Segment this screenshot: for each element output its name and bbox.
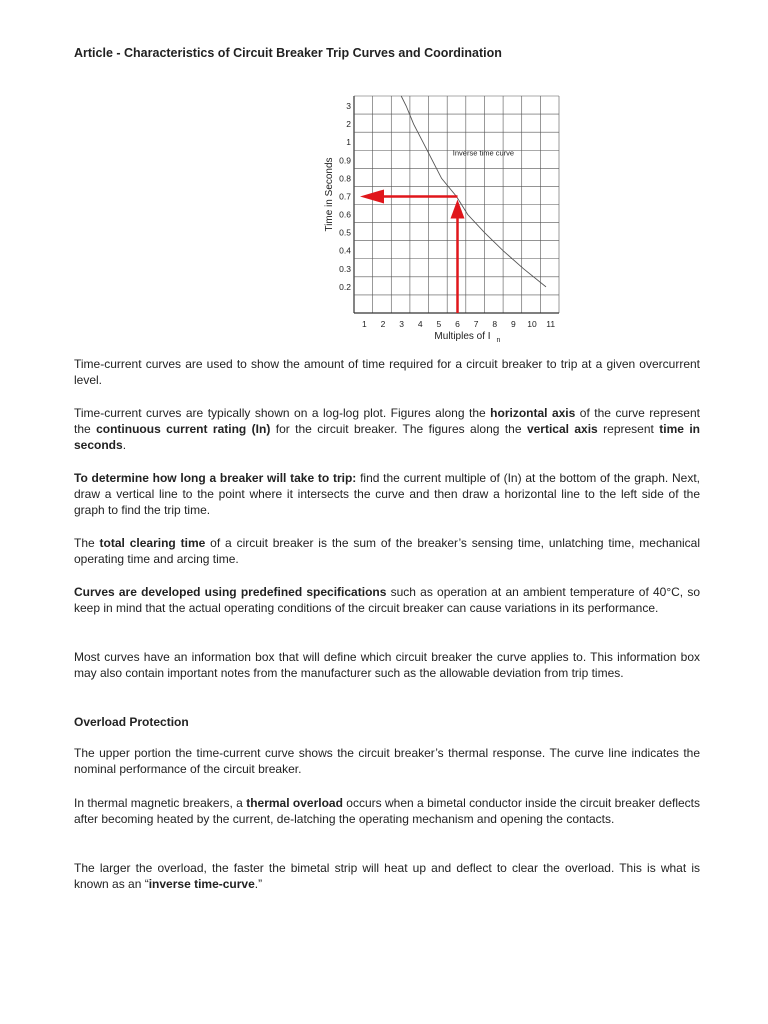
paragraph-clearing-time [74,535,700,567]
bold-text: time in seconds [74,422,701,452]
y-tick-label: 0.4 [339,245,351,256]
text: of the curve represent the [74,406,700,436]
paragraph-information-box [74,649,700,681]
y-tick-label: 2 [346,119,351,130]
bold-text: total clearing time [99,536,206,550]
y-tick-label: 0.7 [339,191,351,202]
text: occurs when a bimetal conductor inside the circuit breaker deflects after becoming heated by the current, de-latching the operating mechanism and opening the contacts. [74,796,701,826]
text: Time-current curves are used to show the amount of time required for a circuit breaker to trip at a given overcurrent level. [74,357,700,387]
y-tick-label: 0.6 [339,209,351,220]
paragraph-thermal-overload [74,795,700,827]
paragraph-log-log [74,405,700,453]
x-tick-label: 3 [399,319,404,329]
text: .” [254,877,263,891]
y-tick-label: 3 [346,101,351,112]
curve-label: Inverse time curve [452,148,515,158]
text: The upper portion the time-current curve shows the circuit breaker’s thermal response. The curve line indicates the nominal performance of the circuit breaker. [74,746,700,776]
y-tick-label: 1 [346,137,351,148]
text: . [122,438,127,452]
section-heading: Overload Protection [74,715,189,729]
x-axis-label-subscript: n [496,337,501,344]
trip-curve-figure [244,88,556,348]
text: The [74,536,100,550]
text: such as operation at an ambient temperature of 40°C, so keep in mind that the actual operating conditions of the circuit breaker can cause variations in its performance. [74,585,700,615]
horizontal-arrow-head [360,189,384,203]
paragraph-determine-trip [74,470,700,518]
y-tick-label: 0.3 [339,263,351,274]
article-title: Article - Characteristics of Circuit Breaker Trip Curves and Coordination [74,46,502,60]
bold-text: Curves are developed using predefined specifications [74,585,387,599]
x-tick-label: 7 [473,319,479,329]
trip-curve-chart [244,88,556,348]
text: of a circuit breaker is the sum of the breaker’s sensing time, unlatching time, mechanical operating time and arcing time. [74,536,700,566]
bold-text: thermal overload [246,796,343,810]
bold-text: vertical axis [526,422,598,436]
y-tick-label: 0.8 [339,173,351,184]
bold-text: inverse time-curve [148,877,255,891]
inverse-time-curve [401,96,546,287]
bold-text: horizontal axis [490,406,576,420]
text: for the circuit breaker. The figures along the [270,422,527,436]
paragraph-inverse-time [74,860,700,892]
y-tick-label: 0.2 [339,281,351,292]
x-tick-label: 6 [455,319,460,329]
paragraph-intro [74,356,700,388]
x-tick-label: 9 [511,319,516,329]
x-tick-label: 4 [417,319,423,329]
y-tick-label: 0.5 [339,227,351,238]
y-axis-label: Time in Seconds [324,157,335,232]
x-tick-label: 1 [361,319,367,329]
x-tick-label: 8 [492,319,498,329]
text: The larger the overload, the faster the bimetal strip will heat up and deflect to clear the overload. This is what is known as an “ [74,861,700,891]
y-tick-label: 0.9 [339,155,351,166]
text: find the current multiple of (In) at the bottom of the graph. Next, draw a vertical line to the point where it intersects the curve and then draw a horizontal line to the left side of the graph to find the trip time. [74,471,700,517]
x-axis-label: Multiples of I [434,331,491,342]
paragraph-specifications [74,584,700,616]
text: Most curves have an information box that will define which circuit breaker the curve applies to. This information box may also contain important notes from the manufacturer such as the allowable deviation from trip times. [74,650,700,680]
vertical-arrow-head [451,199,465,218]
text: represent [597,422,660,436]
paragraph-thermal-response [74,745,700,777]
bold-text: continuous current rating (In) [96,422,271,436]
text: In thermal magnetic breakers, a [74,796,247,810]
x-tick-label: 5 [436,319,442,329]
bold-text: To determine how long a breaker will take to trip: [74,471,357,485]
x-tick-label: 11 [546,319,556,329]
x-tick-label: 10 [527,319,537,329]
text: Time-current curves are typically shown on a log-log plot. Figures along the [74,406,491,420]
x-tick-label: 2 [380,319,386,329]
